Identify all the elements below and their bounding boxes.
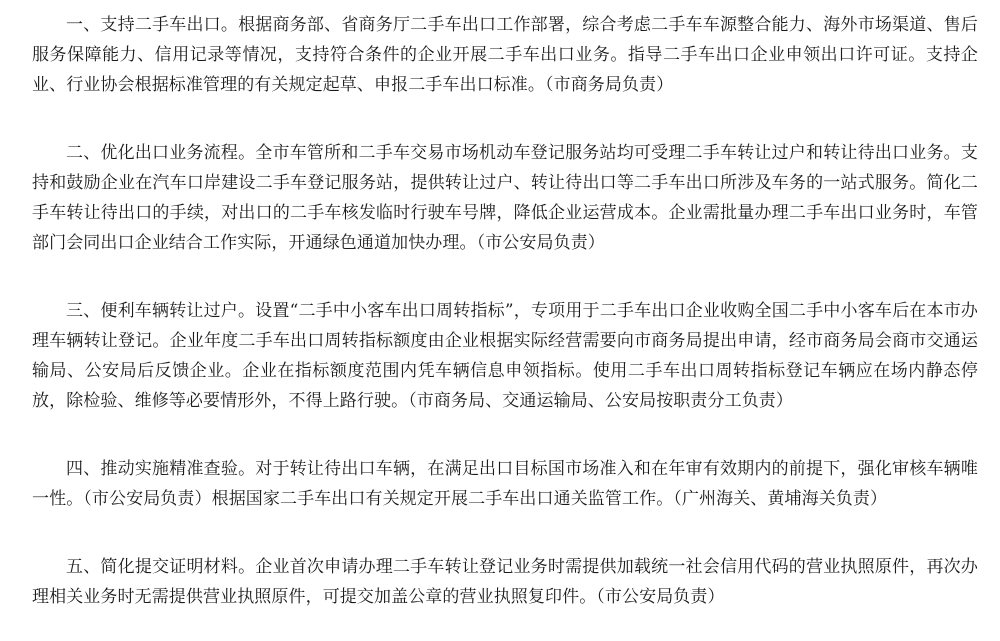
document-body: [32, 10, 978, 612]
paragraph-process-optimization: 二、优化出口业务流程。全市车管所和二手车交易市场机动车登记服务站均可受理二手车转让过户和转让待出口业务。支持和鼓励企业在汽车口岸建设二手车登记服务站，提供转让过户、转让待出口等二手车出口所涉及车务的一站式服务。简化二手车转让待出口的手续，对出口的二手车核发临时行驶车号牌，降低企业运营成本。企业需批量办理二手车出口业务时，车管部门会同出口企业结合工作实际，开通绿色通道加快办理。（市公安局负责）: [32, 143, 978, 253]
paragraph-simplified-materials: 五、简化提交证明材料。企业首次申请办理二手车转让登记业务时需提供加载统一社会信用代码的营业执照原件，再次办理相关业务时无需提供营业执照原件，可提交加盖公章的营业执照复印件。（市公安局负责）: [32, 557, 978, 607]
paragraph-export-support: 一、支持二手车出口。根据商务部、省商务厅二手车出口工作部署，综合考虑二手车车源整合能力、海外市场渠道、售后服务保障能力、信用记录等情况，支持符合条件的企业开展二手车出口业务。指导二手车出口企业申领出口许可证。支持企业、行业协会根据标准管理的有关规定起草、申报二手车出口标准。（市商务局负责）: [32, 15, 978, 95]
paragraph-precise-inspection: 四、推动实施精准查验。对于转让待出口车辆，在满足出口目标国市场准入和在年审有效期内的前提下，强化审核车辆唯一性。（市公安局负责）根据国家二手车出口有关规定开展二手车出口通关监管工作。（广州海关、黄埔海关负责）: [32, 459, 978, 509]
paragraph-transfer-facilitation: 三、便利车辆转让过户。设置“二手中小客车出口周转指标”，专项用于二手车出口企业收购全国二手中小客车后在本市办理车辆转让登记。企业年度二手车出口周转指标额度由企业根据实际经营需要向市商务局提出申请，经市商务局会商市交通运输局、公安局后反馈企业。企业在指标额度范围内凭车辆信息申领指标。使用二手车出口周转指标登记车辆应在场内静态停放，除检验、维修等必要情形外，不得上路行驶。（市商务局、交通运输局、公安局按职责分工负责）: [32, 301, 978, 411]
